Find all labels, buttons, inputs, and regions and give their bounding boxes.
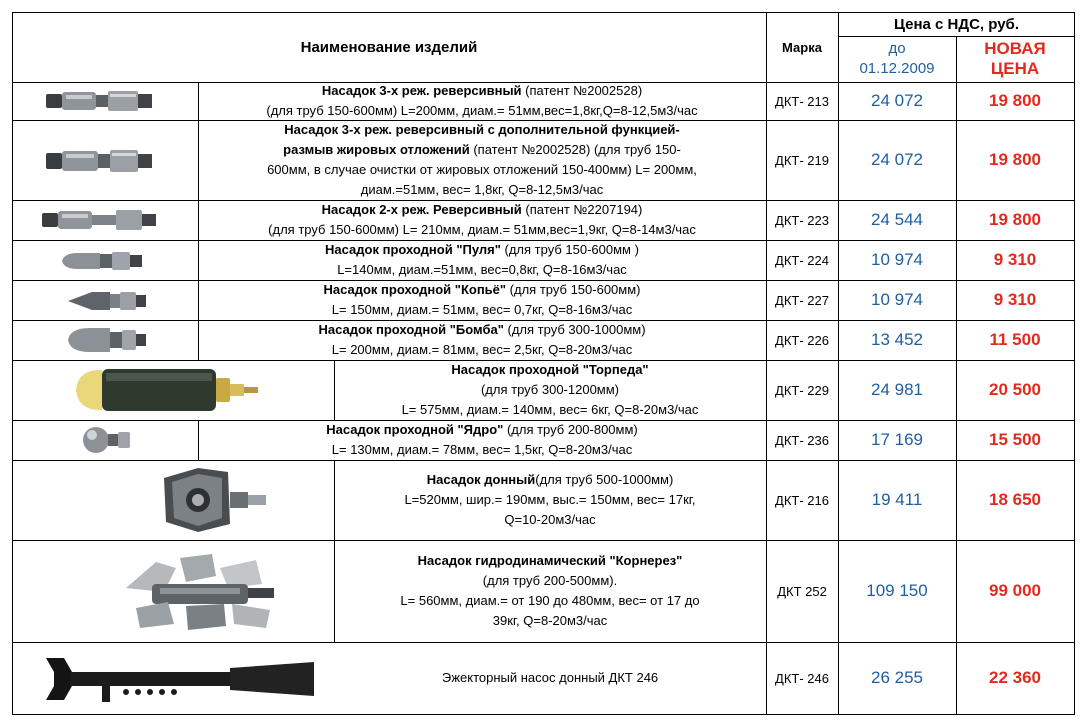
root-cutter-icon <box>116 548 280 636</box>
row-title: Насадок проходной "Бомба" <box>318 322 504 337</box>
row-line1: (для труб 150-600мм) <box>506 282 641 297</box>
row-line1: (для труб 300-1000мм) <box>503 322 646 337</box>
ejector-pump-icon <box>42 652 318 708</box>
nozzle-core-icon <box>80 424 132 456</box>
header-new-price-line1: НОВАЯ <box>984 39 1046 58</box>
row-line1: (для труб 200-800мм) <box>503 422 638 437</box>
row-description <box>198 320 766 360</box>
row-old-price: 19 411 <box>871 490 923 509</box>
row-marka: ДКТ- 224 <box>775 252 829 268</box>
row-new-price: 11 500 <box>989 330 1041 349</box>
row-line2: (для труб 150-600мм) L= 210мм, диам.= 51мм,вес=1,9кг, Q=8-14м3/час <box>268 222 696 237</box>
row-new-price: 99 000 <box>989 581 1041 600</box>
row-old-price: 10 974 <box>871 290 923 309</box>
row-new-price: 15 500 <box>989 430 1041 449</box>
row-old-price: 26 255 <box>871 668 923 687</box>
row-marka: ДКТ- 246 <box>775 670 829 686</box>
row-marka: ДКТ- 213 <box>775 93 829 109</box>
row-title: Насадок проходной "Ядро" <box>326 422 504 437</box>
row-marka: ДКТ- 219 <box>775 152 829 168</box>
header-old-price <box>838 36 956 82</box>
row-line3: L= 560мм, диам.= от 190 до 480мм, вес= от 17 до <box>400 593 700 608</box>
row-line1: (патент №2002528) <box>521 83 643 98</box>
row-description <box>334 460 766 540</box>
table-border <box>1074 12 1075 715</box>
header-old-price-line2: 01.12.2009 <box>859 60 935 77</box>
row-marka: ДКТ- 236 <box>775 432 829 448</box>
nozzle-reverse-2-icon <box>40 206 158 234</box>
nozzle-reverse-3-icon <box>44 86 156 116</box>
row-line1: (для труб 500-1000мм) <box>535 472 674 487</box>
row-line1: (для труб 150-600мм ) <box>500 242 639 257</box>
row-old-price: 109 150 <box>866 581 928 600</box>
row-new-price: 20 500 <box>989 380 1041 399</box>
row-marka: ДКТ- 216 <box>775 492 829 508</box>
header-name: Наименование изделий <box>300 38 478 56</box>
row-line2: (патент №2002528) (для труб 150- <box>469 142 681 157</box>
row-line2: L= 130мм, диам.= 78мм, вес= 1,5кг, Q=8-20м3/час <box>331 442 633 457</box>
nozzle-bottom-icon <box>158 464 270 536</box>
row-title: Эжекторный насос донный ДКТ 246 <box>441 670 659 685</box>
row-old-price: 10 974 <box>871 250 923 269</box>
header-old-price-line1: до <box>888 40 906 57</box>
row-line2: L=140мм, диам.=51мм, вес=0,8кг, Q=8-16м3/час <box>337 262 627 277</box>
row-marka: ДКТ- 226 <box>775 332 829 348</box>
table-border <box>12 12 13 715</box>
header-new-price <box>956 36 1074 82</box>
row-line2: L= 150мм, диам.= 51мм, вес= 0,7кг, Q=8-16м3/час <box>331 302 633 317</box>
row-title: Насадок 3-х реж. реверсивный с дополнительной функцией- <box>284 122 680 137</box>
row-line2: L= 200мм, диам.= 81мм, вес= 2,5кг, Q=8-20м3/час <box>331 342 633 357</box>
row-new-price: 19 800 <box>989 210 1041 229</box>
row-new-price: 19 800 <box>989 91 1041 110</box>
row-description <box>198 82 766 120</box>
row-old-price: 24 072 <box>871 150 923 169</box>
row-description <box>198 200 766 240</box>
row-title: Насадок донный <box>426 472 536 487</box>
row-description <box>334 360 766 420</box>
row-marka: ДКТ- 223 <box>775 212 829 228</box>
row-title: Насадок гидродинамический "Корнерез" <box>417 553 683 568</box>
row-description <box>198 280 766 320</box>
header-new-price-line2: ЦЕНА <box>990 59 1040 78</box>
row-line2: (для труб 150-600мм) L=200мм, диам.= 51мм,вес=1,8кг,Q=8-12,5м3/час <box>266 103 698 118</box>
row-marka: ДКТ- 229 <box>775 382 829 398</box>
row-line3: Q=10-20м3/час <box>504 512 596 527</box>
row-new-price: 19 800 <box>989 150 1041 169</box>
nozzle-bullet-icon <box>60 248 144 274</box>
table-border <box>12 714 1075 715</box>
row-description <box>198 420 766 460</box>
row-line2-bold: размыв жировых отложений <box>283 142 470 157</box>
row-line4: диам.=51мм, вес= 1,8кг, Q=8-12,5м3/час <box>360 182 604 197</box>
row-new-price: 9 310 <box>993 290 1037 309</box>
row-title: Насадок 2-х реж. Реверсивный <box>321 202 522 217</box>
row-marka: ДКТ- 227 <box>775 292 829 308</box>
row-description <box>198 240 766 280</box>
row-marka: ДКТ 252 <box>777 583 827 599</box>
row-description <box>334 642 766 714</box>
row-line3: 600мм, в случае очистки от жировых отложений 150-400мм) L= 200мм, <box>267 162 697 177</box>
row-title: Насадок 3-х реж. реверсивный <box>321 83 522 98</box>
nozzle-fat-removal-icon <box>44 144 156 178</box>
row-line2: (для труб 300-1200мм) <box>480 382 620 397</box>
row-old-price: 24 072 <box>871 91 923 110</box>
row-description <box>198 120 766 200</box>
row-line4: 39кг, Q=8-20м3/час <box>492 613 608 628</box>
row-title: Насадок проходной "Пуля" <box>325 242 501 257</box>
row-new-price: 18 650 <box>989 490 1041 509</box>
row-line2: L=520мм, шир.= 190мм, выс.= 150мм, вес= 17кг, <box>404 492 696 507</box>
nozzle-torpedo-icon <box>72 364 262 416</box>
row-line1: (патент №2207194) <box>521 202 643 217</box>
header-price: Цена с НДС, руб. <box>894 15 1019 33</box>
row-description <box>334 540 766 642</box>
row-old-price: 24 544 <box>871 210 923 229</box>
row-new-price: 9 310 <box>993 250 1037 269</box>
row-line3: L= 575мм, диам.= 140мм, вес= 6кг, Q=8-20м3/час <box>401 402 699 417</box>
nozzle-bomb-icon <box>66 324 148 356</box>
row-title: Насадок проходной "Копьё" <box>323 282 507 297</box>
row-title: Насадок проходной "Торпеда" <box>451 362 649 377</box>
row-old-price: 17 169 <box>871 430 923 449</box>
header-marka: Марка <box>782 39 822 55</box>
row-old-price: 24 981 <box>871 380 923 399</box>
row-old-price: 13 452 <box>871 330 923 349</box>
nozzle-spear-icon <box>66 288 148 314</box>
row-line2: (для труб 200-500мм). <box>482 573 618 588</box>
row-new-price: 22 360 <box>989 668 1041 687</box>
